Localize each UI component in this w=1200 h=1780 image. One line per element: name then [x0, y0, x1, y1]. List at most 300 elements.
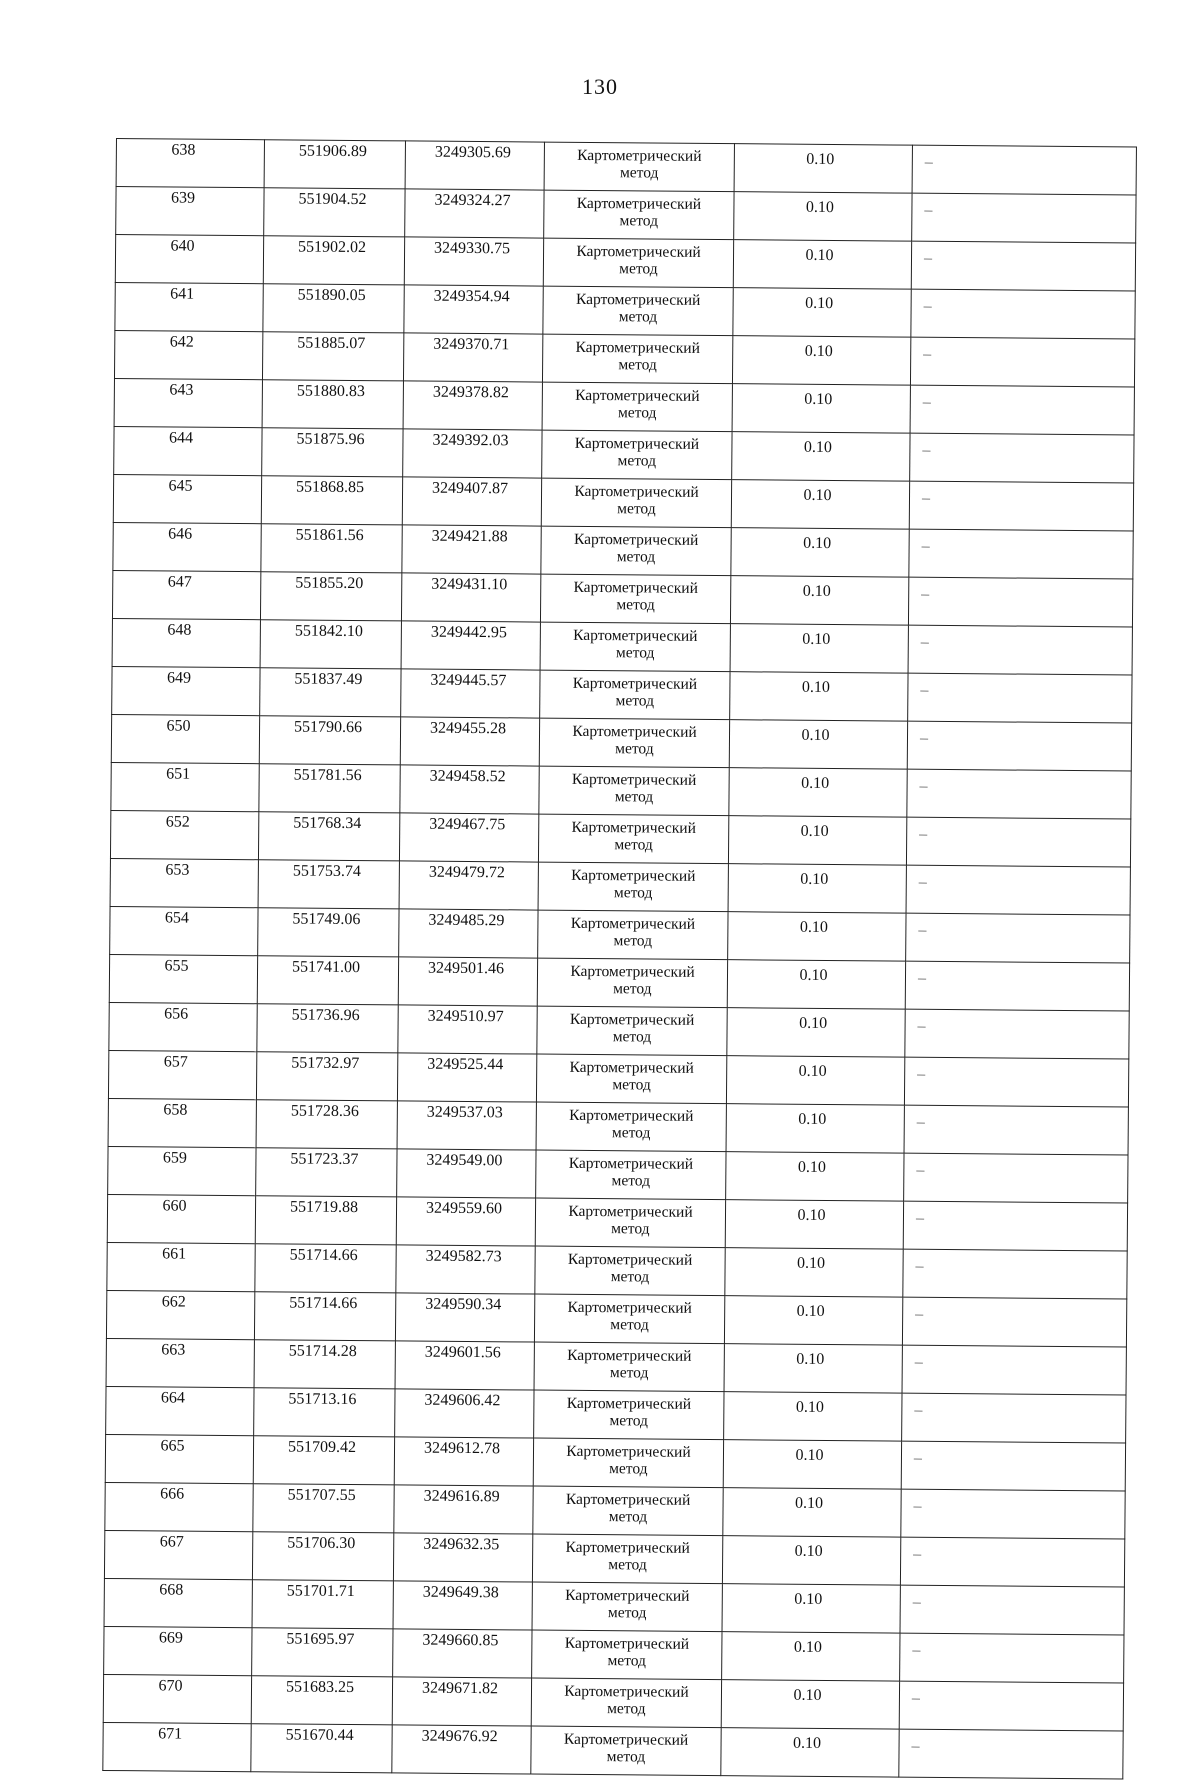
y-coordinate-cell: 3249392.03	[403, 429, 542, 478]
method-line-2: метод	[619, 260, 658, 278]
description-cell: –	[904, 1153, 1128, 1203]
method-cell	[543, 286, 733, 336]
table-row	[113, 522, 1133, 579]
method-line-2: метод	[614, 788, 654, 806]
table-row	[110, 810, 1130, 867]
method-line-2: метод	[617, 452, 657, 470]
method-line-2: метод	[613, 980, 652, 998]
method-cell	[542, 382, 732, 432]
x-coordinate-cell: 551736.96	[257, 1004, 398, 1053]
x-coordinate-cell: 551890.05	[263, 284, 404, 333]
method-line-1: Картометрический	[575, 290, 701, 309]
point-number-cell: 671	[103, 1722, 251, 1771]
description-cell: –	[908, 577, 1132, 627]
y-coordinate-cell: 3249467.75	[399, 813, 538, 862]
point-number-cell: 641	[115, 282, 263, 331]
point-number-cell: 651	[111, 762, 259, 811]
point-number-cell: 664	[106, 1386, 254, 1435]
y-coordinate-cell: 3249537.03	[397, 1101, 536, 1150]
table-row	[112, 618, 1132, 675]
description-cell: –	[905, 961, 1129, 1011]
point-number-cell: 658	[108, 1098, 256, 1147]
method-line-1: Картометрический	[567, 1346, 692, 1365]
method-line-2: метод	[606, 1748, 646, 1766]
method-cell	[533, 1438, 723, 1488]
point-number-cell: 662	[106, 1290, 254, 1339]
method-line-2: метод	[607, 1604, 647, 1622]
point-number-cell: 649	[112, 666, 260, 715]
table-row	[114, 378, 1134, 435]
method-cell	[536, 1150, 726, 1200]
method-line-2: метод	[612, 1076, 651, 1094]
method-cell	[533, 1486, 723, 1536]
method-line-1: Картометрический	[565, 1538, 690, 1557]
method-line-2: метод	[607, 1700, 646, 1718]
table-row	[104, 1530, 1124, 1587]
method-line-1: Картометрический	[572, 722, 697, 741]
method-cell	[542, 430, 732, 480]
accuracy-cell: 0.10	[722, 1632, 900, 1681]
table-row	[114, 426, 1134, 483]
point-number-cell: 661	[107, 1242, 255, 1291]
method-line-2: метод	[613, 932, 653, 950]
method-line-2: метод	[608, 1556, 647, 1574]
method-line-1: Картометрический	[567, 1250, 693, 1269]
description-cell: –	[912, 193, 1136, 243]
y-coordinate-cell: 3249442.95	[401, 621, 540, 670]
x-coordinate-cell: 551753.74	[258, 860, 399, 909]
point-number-cell: 653	[110, 858, 258, 907]
method-line-1: Картометрический	[572, 674, 698, 693]
method-line-1: Картометрический	[565, 1586, 690, 1605]
method-cell	[542, 334, 732, 384]
method-cell	[532, 1582, 722, 1632]
description-cell: –	[899, 1729, 1123, 1779]
method-line-1: Картометрический	[571, 770, 697, 789]
y-coordinate-cell: 3249378.82	[403, 381, 542, 430]
method-cell	[538, 814, 728, 864]
table-row	[116, 187, 1136, 244]
point-number-cell: 660	[107, 1194, 255, 1243]
x-coordinate-cell: 551706.30	[252, 1532, 393, 1581]
accuracy-cell: 0.10	[723, 1488, 901, 1537]
accuracy-cell: 0.10	[734, 144, 912, 193]
y-coordinate-cell: 3249324.27	[405, 189, 544, 238]
method-line-2: метод	[611, 1172, 651, 1190]
method-cell	[540, 622, 730, 672]
table-row	[107, 1242, 1127, 1299]
description-cell: –	[904, 1105, 1128, 1155]
method-line-1: Картометрический	[565, 1490, 691, 1509]
point-number-cell: 645	[113, 474, 261, 523]
method-line-2: метод	[610, 1268, 650, 1286]
method-line-1: Картометрический	[574, 434, 700, 453]
description-cell: –	[901, 1489, 1125, 1539]
method-cell	[544, 142, 734, 192]
point-number-cell: 648	[112, 618, 260, 667]
x-coordinate-cell: 551885.07	[262, 332, 403, 381]
accuracy-cell: 0.10	[728, 864, 906, 913]
method-line-2: метод	[616, 596, 655, 614]
point-number-cell: 663	[106, 1338, 254, 1387]
x-coordinate-cell: 551855.20	[260, 572, 401, 621]
point-number-cell: 644	[114, 426, 262, 475]
method-line-1: Картометрический	[564, 1682, 689, 1701]
point-number-cell: 652	[110, 810, 258, 859]
method-line-2: метод	[618, 356, 657, 374]
y-coordinate-cell: 3249582.73	[396, 1245, 535, 1294]
method-line-1: Картометрический	[568, 1154, 694, 1173]
table-row	[106, 1290, 1126, 1347]
method-line-1: Картометрический	[573, 530, 699, 549]
method-cell	[544, 190, 734, 240]
description-cell: –	[906, 817, 1130, 867]
accuracy-cell: 0.10	[730, 624, 908, 673]
method-line-1: Картометрический	[573, 626, 698, 645]
table-row	[108, 1146, 1128, 1203]
method-line-1: Картометрический	[570, 914, 696, 933]
x-coordinate-cell: 551714.28	[254, 1340, 395, 1389]
method-line-2: метод	[609, 1460, 648, 1478]
point-number-cell: 639	[116, 187, 264, 236]
x-coordinate-cell: 551695.97	[252, 1628, 393, 1677]
description-cell: –	[901, 1441, 1125, 1491]
method-cell	[532, 1534, 722, 1584]
accuracy-cell: 0.10	[731, 528, 909, 577]
point-number-cell: 657	[108, 1050, 256, 1099]
x-coordinate-cell: 551713.16	[254, 1388, 395, 1437]
x-coordinate-cell: 551837.49	[260, 668, 401, 717]
point-number-cell: 667	[104, 1530, 252, 1579]
y-coordinate-cell: 3249431.10	[401, 573, 540, 622]
accuracy-cell: 0.10	[733, 240, 911, 289]
point-number-cell: 656	[109, 1002, 257, 1051]
method-line-2: метод	[613, 884, 653, 902]
x-coordinate-cell: 551714.66	[255, 1244, 396, 1293]
accuracy-cell: 0.10	[728, 816, 906, 865]
x-coordinate-cell: 551868.85	[261, 476, 402, 525]
accuracy-cell: 0.10	[726, 1056, 904, 1105]
x-coordinate-cell: 551861.56	[261, 524, 402, 573]
method-line-1: Картометрический	[571, 818, 696, 837]
description-cell: –	[911, 289, 1135, 339]
method-cell	[532, 1630, 722, 1680]
y-coordinate-cell: 3249421.88	[402, 525, 541, 574]
x-coordinate-cell: 551768.34	[258, 812, 399, 861]
description-cell: –	[902, 1297, 1126, 1347]
accuracy-cell: 0.10	[732, 336, 910, 385]
method-cell	[535, 1198, 725, 1248]
method-line-2: метод	[607, 1652, 647, 1670]
y-coordinate-cell: 3249559.60	[396, 1197, 535, 1246]
x-coordinate-cell: 551714.66	[254, 1292, 395, 1341]
point-number-cell: 670	[103, 1674, 251, 1723]
y-coordinate-cell: 3249590.34	[395, 1293, 534, 1342]
method-line-1: Картометрический	[576, 194, 702, 213]
table-row	[113, 474, 1133, 531]
table-row	[115, 235, 1135, 292]
method-line-1: Картометрический	[577, 146, 702, 165]
table-row	[109, 1002, 1129, 1059]
y-coordinate-cell: 3249525.44	[397, 1053, 536, 1102]
x-coordinate-cell: 551749.06	[258, 908, 399, 957]
method-line-1: Картометрический	[563, 1730, 689, 1749]
method-line-2: метод	[611, 1124, 651, 1142]
description-cell: –	[907, 769, 1131, 819]
table-row	[110, 858, 1130, 915]
point-number-cell: 659	[108, 1146, 256, 1195]
table-row	[103, 1722, 1123, 1779]
accuracy-cell: 0.10	[733, 288, 911, 337]
table-row	[111, 762, 1131, 819]
method-cell	[535, 1246, 725, 1296]
point-number-cell: 666	[105, 1482, 253, 1531]
table-row	[112, 570, 1132, 627]
table-row	[106, 1386, 1126, 1443]
y-coordinate-cell: 3249671.82	[392, 1677, 531, 1726]
table-row	[110, 906, 1130, 963]
page-number: 130	[582, 74, 618, 99]
method-line-2: метод	[609, 1364, 649, 1382]
point-number-cell: 655	[109, 954, 257, 1003]
method-line-2: метод	[608, 1508, 648, 1526]
method-line-1: Картометрический	[564, 1634, 690, 1653]
table-row	[107, 1194, 1127, 1251]
method-line-2: метод	[617, 404, 657, 422]
table-row	[103, 1674, 1123, 1731]
accuracy-cell: 0.10	[723, 1440, 901, 1489]
accuracy-cell: 0.10	[728, 912, 906, 961]
accuracy-cell: 0.10	[722, 1584, 900, 1633]
method-line-2: метод	[609, 1412, 649, 1430]
x-coordinate-cell: 551880.83	[262, 380, 403, 429]
method-line-2: метод	[615, 740, 654, 758]
x-coordinate-cell: 551709.42	[253, 1436, 394, 1485]
x-coordinate-cell: 551842.10	[260, 620, 401, 669]
method-cell	[536, 1054, 726, 1104]
y-coordinate-cell: 3249649.38	[393, 1581, 532, 1630]
y-coordinate-cell: 3249616.89	[394, 1485, 533, 1534]
accuracy-cell: 0.10	[729, 768, 907, 817]
accuracy-cell: 0.10	[731, 480, 909, 529]
y-coordinate-cell: 3249445.57	[401, 669, 540, 718]
method-cell	[540, 670, 730, 720]
description-cell: –	[902, 1393, 1126, 1443]
accuracy-cell: 0.10	[732, 384, 910, 433]
method-line-2: метод	[610, 1316, 649, 1334]
y-coordinate-cell: 3249501.46	[398, 957, 537, 1006]
method-cell	[541, 526, 731, 576]
y-coordinate-cell: 3249606.42	[395, 1389, 534, 1438]
y-coordinate-cell: 3249370.71	[403, 333, 542, 382]
y-coordinate-cell: 3249479.72	[399, 861, 538, 910]
table-row	[105, 1482, 1125, 1539]
method-line-1: Картометрический	[566, 1394, 692, 1413]
accuracy-cell: 0.10	[729, 720, 907, 769]
accuracy-cell: 0.10	[721, 1728, 899, 1777]
y-coordinate-cell: 3249660.85	[393, 1629, 532, 1678]
method-line-2: метод	[619, 164, 659, 182]
point-number-cell: 642	[114, 330, 262, 379]
point-number-cell: 669	[104, 1626, 252, 1675]
x-coordinate-cell: 551707.55	[253, 1484, 394, 1533]
method-cell	[543, 238, 733, 288]
description-cell: –	[909, 529, 1133, 579]
x-coordinate-cell: 551902.02	[263, 236, 404, 285]
x-coordinate-cell: 551683.25	[251, 1676, 392, 1725]
description-cell: –	[900, 1537, 1124, 1587]
method-cell	[539, 766, 729, 816]
accuracy-cell: 0.10	[727, 960, 905, 1009]
point-number-cell: 654	[110, 906, 258, 955]
method-cell	[541, 478, 731, 528]
y-coordinate-cell: 3249601.56	[395, 1341, 534, 1390]
x-coordinate-cell: 551732.97	[256, 1052, 397, 1101]
point-number-cell: 638	[116, 139, 264, 188]
description-cell: –	[907, 721, 1131, 771]
method-line-1: Картометрический	[574, 482, 699, 501]
method-cell	[538, 910, 728, 960]
x-coordinate-cell: 551728.36	[256, 1100, 397, 1149]
method-cell	[539, 718, 729, 768]
method-line-1: Картометрический	[575, 338, 701, 357]
point-number-cell: 665	[105, 1434, 253, 1483]
x-coordinate-cell: 551701.71	[252, 1580, 393, 1629]
table-row	[104, 1626, 1124, 1683]
method-line-2: метод	[616, 548, 656, 566]
y-coordinate-cell: 3249485.29	[399, 909, 538, 958]
method-line-1: Картометрический	[569, 1106, 694, 1125]
table-row	[116, 139, 1136, 196]
x-coordinate-cell: 551790.66	[259, 716, 400, 765]
accuracy-cell: 0.10	[726, 1104, 904, 1153]
description-cell: –	[905, 1009, 1129, 1059]
description-cell: –	[903, 1201, 1127, 1251]
method-cell	[531, 1678, 721, 1728]
method-line-1: Картометрический	[569, 1010, 695, 1029]
y-coordinate-cell: 3249676.92	[392, 1725, 531, 1774]
coordinates-table	[102, 138, 1137, 1779]
point-number-cell: 643	[114, 378, 262, 427]
description-cell: –	[900, 1585, 1124, 1635]
y-coordinate-cell: 3249510.97	[398, 1005, 537, 1054]
point-number-cell: 650	[111, 714, 259, 763]
x-coordinate-cell: 551741.00	[257, 956, 398, 1005]
y-coordinate-cell: 3249330.75	[404, 237, 543, 286]
y-coordinate-cell: 3249632.35	[393, 1533, 532, 1582]
x-coordinate-cell: 551906.89	[264, 140, 405, 189]
table-row	[108, 1098, 1128, 1155]
accuracy-cell: 0.10	[724, 1392, 902, 1441]
method-line-1: Картометрический	[573, 578, 698, 597]
method-cell	[536, 1102, 726, 1152]
x-coordinate-cell: 551875.96	[262, 428, 403, 477]
table-row	[114, 330, 1134, 387]
method-cell	[537, 1006, 727, 1056]
description-cell: –	[900, 1633, 1124, 1683]
accuracy-cell: 0.10	[734, 192, 912, 241]
y-coordinate-cell: 3249354.94	[404, 285, 543, 334]
description-cell: –	[908, 673, 1132, 723]
x-coordinate-cell: 551781.56	[259, 764, 400, 813]
x-coordinate-cell: 551719.88	[255, 1196, 396, 1245]
method-line-1: Картометрический	[576, 242, 701, 261]
accuracy-cell: 0.10	[730, 576, 908, 625]
method-line-2: метод	[615, 692, 655, 710]
y-coordinate-cell: 3249407.87	[402, 477, 541, 526]
accuracy-cell: 0.10	[724, 1296, 902, 1345]
method-cell	[534, 1390, 724, 1440]
table-row	[108, 1050, 1128, 1107]
y-coordinate-cell: 3249458.52	[400, 765, 539, 814]
y-coordinate-cell: 3249549.00	[397, 1149, 536, 1198]
method-line-1: Картометрический	[570, 962, 695, 981]
accuracy-cell: 0.10	[727, 1008, 905, 1057]
description-cell: –	[908, 625, 1132, 675]
accuracy-cell: 0.10	[721, 1680, 899, 1729]
accuracy-cell: 0.10	[725, 1200, 903, 1249]
method-line-1: Картометрический	[566, 1442, 691, 1461]
x-coordinate-cell: 551723.37	[256, 1148, 397, 1197]
method-line-2: метод	[611, 1220, 650, 1238]
y-coordinate-cell: 3249612.78	[394, 1437, 533, 1486]
accuracy-cell: 0.10	[726, 1152, 904, 1201]
accuracy-cell: 0.10	[732, 432, 910, 481]
accuracy-cell: 0.10	[725, 1248, 903, 1297]
x-coordinate-cell: 551670.44	[251, 1724, 392, 1773]
method-line-1: Картометрический	[571, 866, 696, 885]
description-cell: –	[906, 865, 1130, 915]
y-coordinate-cell: 3249305.69	[405, 141, 544, 190]
method-cell	[531, 1726, 721, 1776]
method-cell	[540, 574, 730, 624]
table-row	[105, 1434, 1125, 1491]
table-row	[106, 1338, 1126, 1395]
method-cell	[534, 1342, 724, 1392]
method-cell	[534, 1294, 724, 1344]
description-cell: –	[911, 241, 1135, 291]
description-cell: –	[903, 1249, 1127, 1299]
description-cell: –	[910, 433, 1134, 483]
coordinates-table-body	[103, 139, 1137, 1779]
description-cell: –	[899, 1681, 1123, 1731]
description-cell: –	[909, 481, 1133, 531]
table-row	[112, 666, 1132, 723]
method-line-2: метод	[614, 836, 653, 854]
method-line-2: метод	[617, 500, 656, 518]
table-row	[104, 1578, 1124, 1635]
x-coordinate-cell: 551904.52	[264, 188, 405, 237]
method-line-1: Картометрический	[575, 386, 700, 405]
description-cell: –	[904, 1057, 1128, 1107]
accuracy-cell: 0.10	[724, 1344, 902, 1393]
description-cell: –	[906, 913, 1130, 963]
description-cell: –	[910, 337, 1134, 387]
point-number-cell: 668	[104, 1578, 252, 1627]
table-row	[111, 714, 1131, 771]
description-cell: –	[910, 385, 1134, 435]
method-line-2: метод	[615, 644, 655, 662]
method-line-1: Картометрический	[569, 1058, 694, 1077]
y-coordinate-cell: 3249455.28	[400, 717, 539, 766]
method-cell	[538, 862, 728, 912]
method-line-1: Картометрический	[567, 1298, 692, 1317]
accuracy-cell: 0.10	[722, 1536, 900, 1585]
point-number-cell: 640	[115, 235, 263, 284]
description-cell: –	[912, 145, 1136, 195]
table-row	[115, 282, 1135, 339]
method-cell	[537, 958, 727, 1008]
